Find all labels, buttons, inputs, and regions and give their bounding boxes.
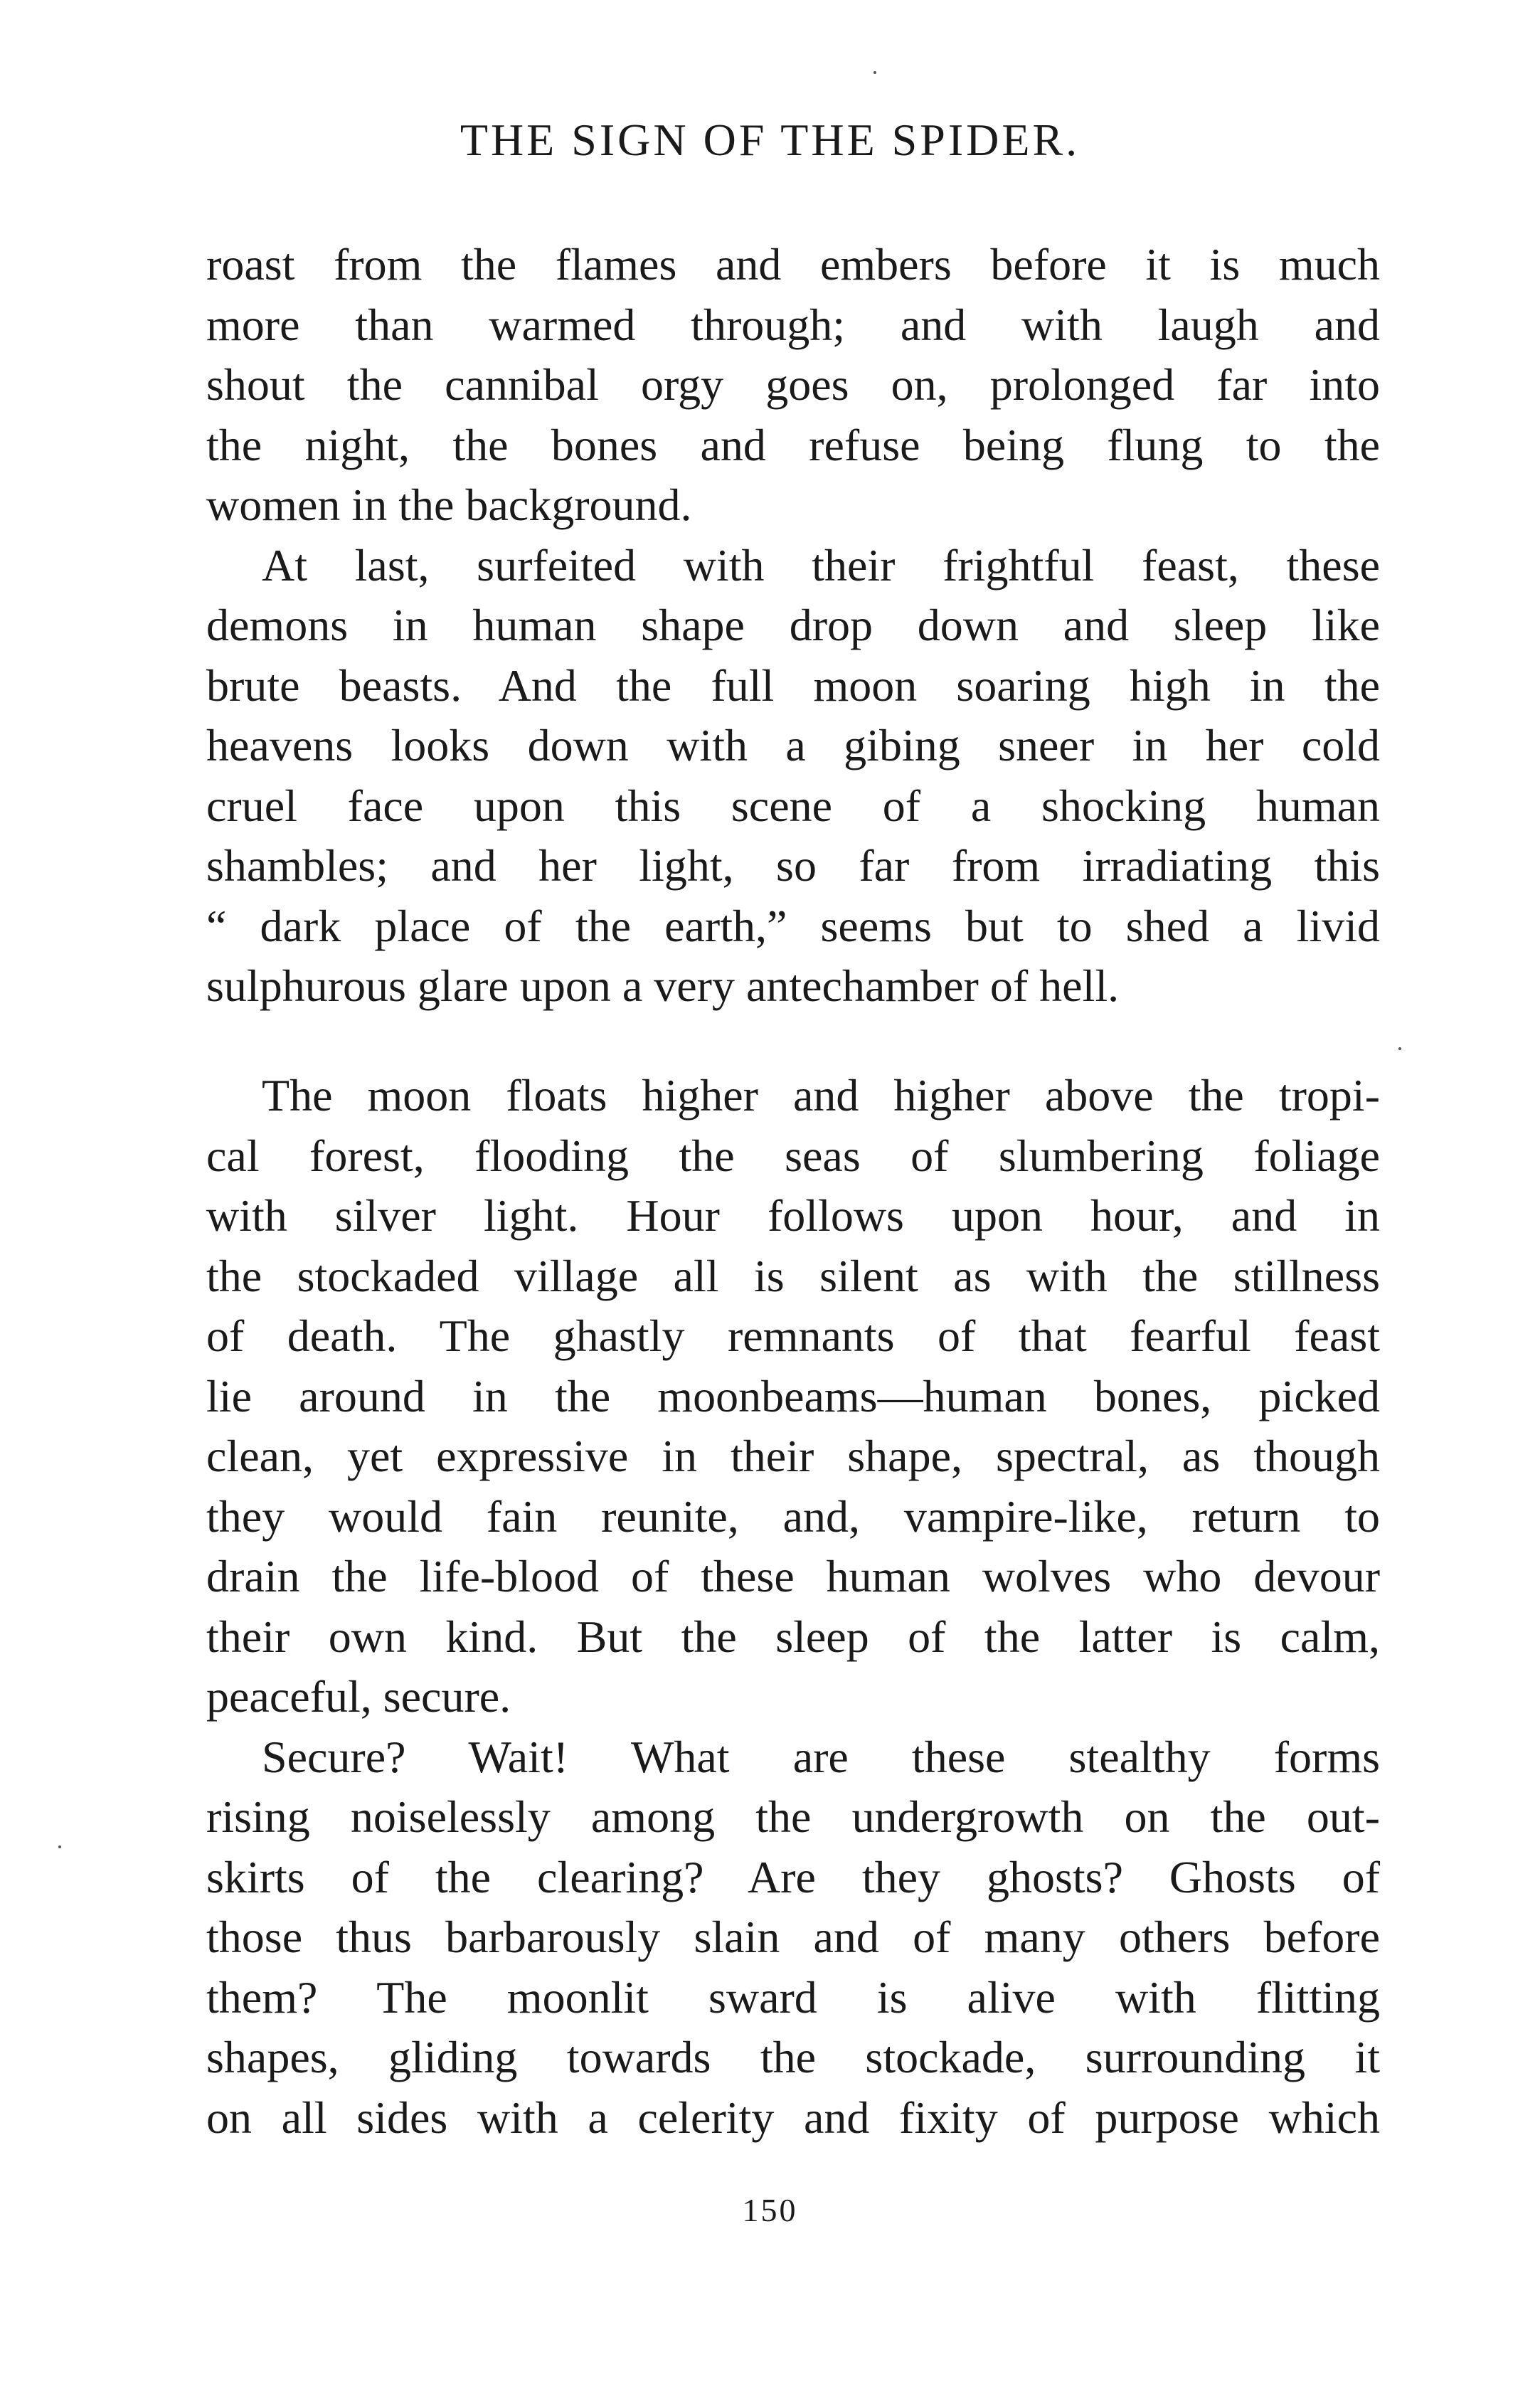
text-line: brute beasts. And the full moon soaring high in the (206, 660, 1380, 711)
text-line: At last, surfeited with their frightful feast, these (262, 539, 1380, 590)
text-line: shambles; and her light, so far from irradiating this (206, 840, 1380, 891)
text-block-upper (206, 235, 1380, 1017)
text-line: their own kind. But the sleep of the latter is calm, (206, 1611, 1380, 1662)
text-line: peaceful, secure. (206, 1671, 511, 1722)
text-line: more than warmed through; and with laugh and (206, 299, 1380, 350)
text-line: cruel face upon this scene of a shocking human (206, 780, 1380, 831)
text-line: women in the background. (206, 480, 692, 530)
page-speck (1398, 1047, 1401, 1050)
text-line: them? The moonlit sward is alive with flitting (206, 1971, 1380, 2023)
text-line: shapes, gliding towards the stockade, surrounding it (206, 2032, 1380, 2082)
text-line: the stockaded village all is silent as with the stillness (206, 1250, 1380, 1301)
text-line: Secure? Wait! What are these stealthy forms (262, 1731, 1380, 1782)
text-line: on all sides with a celerity and fixity of purpose which (206, 2092, 1380, 2143)
page-speck (58, 1845, 61, 1848)
text-line: rising noiselessly among the undergrowth on the out- (206, 1791, 1380, 1842)
page-speck (873, 71, 876, 74)
paragraph (206, 1727, 1380, 2149)
text-line: “ dark place of the earth,” seems but to shed a livid (206, 900, 1380, 951)
running-head: THE SIGN OF THE SPIDER. (460, 115, 1080, 165)
paragraph (206, 1066, 1380, 1727)
text-line: those thus barbarously slain and of many others before (206, 1912, 1380, 1962)
text-line: they would fain reunite, and, vampire-like, return to (206, 1490, 1380, 1542)
paragraph (206, 536, 1380, 1017)
paragraph-continued (206, 235, 1380, 536)
text-line: cal forest, flooding the seas of slumbering foliage (206, 1130, 1380, 1181)
text-line: of death. The ghastly remnants of that fearful feast (206, 1310, 1380, 1361)
text-block-lower (206, 1066, 1380, 2148)
text-line: clean, yet expressive in their shape, spectral, as though (206, 1431, 1380, 1481)
text-line: demons in human shape drop down and sleep like (206, 600, 1380, 650)
text-line: heavens looks down with a gibing sneer in her cold (206, 720, 1380, 770)
text-line: roast from the flames and embers before it is much (206, 239, 1380, 290)
text-line: shout the cannibal orgy goes on, prolonged far into (206, 359, 1380, 410)
text-line: drain the life-blood of these human wolves who devour (206, 1551, 1380, 1601)
text-line: lie around in the moonbeams—human bones, picked (206, 1370, 1380, 1421)
text-line: The moon floats higher and higher above the tropi- (262, 1070, 1380, 1121)
text-line: the night, the bones and refuse being flung to the (206, 419, 1380, 470)
page-number: 150 (742, 2192, 798, 2228)
text-line: with silver light. Hour follows upon hour, and in (206, 1190, 1380, 1241)
text-line: sulphurous glare upon a very antechamber of hell. (206, 960, 1120, 1011)
text-line: skirts of the clearing? Are they ghosts? Ghosts of (206, 1851, 1380, 1902)
